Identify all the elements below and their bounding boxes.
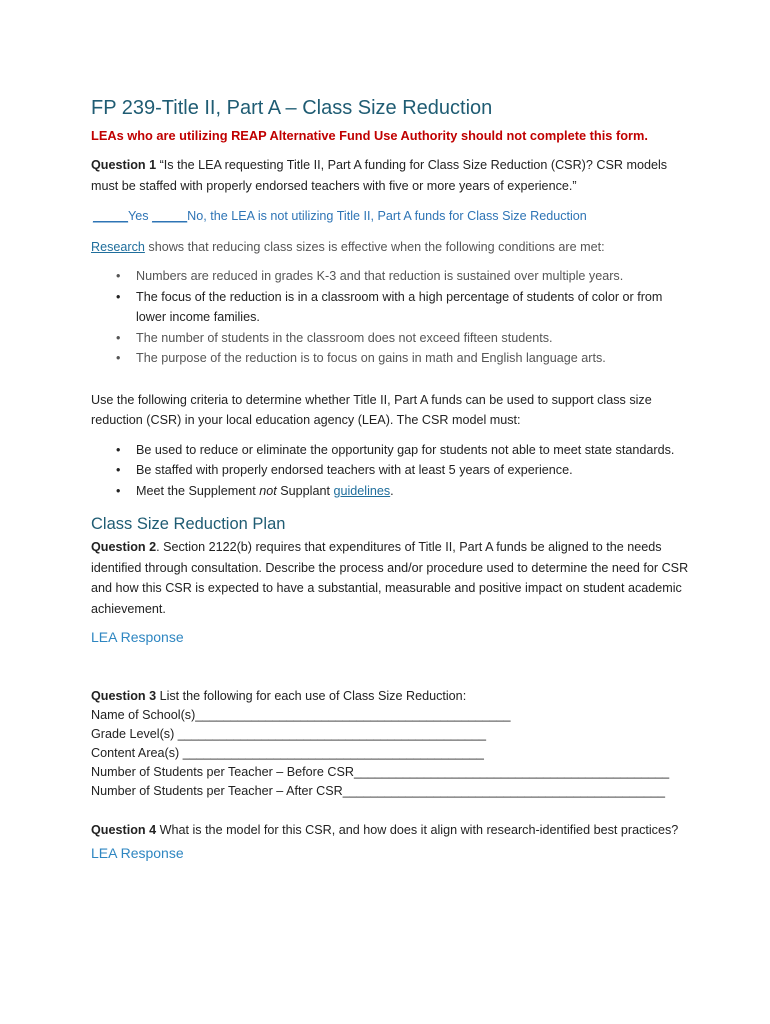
- question-1-answer: [91, 206, 691, 227]
- emphasis-not: not: [259, 483, 277, 498]
- guidelines-link[interactable]: guidelines: [333, 483, 391, 498]
- yes-option: Yes: [128, 209, 153, 223]
- criteria-item-text: .: [390, 483, 394, 498]
- criteria-item-text: Supplant: [276, 483, 334, 498]
- conditions-list: [91, 266, 691, 369]
- reap-warning: LEAs who are utilizing REAP Alternative Fund Use Authority should not complete this form.: [91, 128, 648, 143]
- question-3-text: List the following for each use of Class Size Reduction:: [156, 689, 467, 703]
- question-4-label: Question 4: [91, 823, 157, 837]
- criteria-item: [136, 481, 691, 502]
- page-title: FP 239-Title II, Part A – Class Size Reduction: [91, 97, 493, 119]
- condition-item: • The number of students in the classroom does not exceed fifteen students.: [136, 328, 691, 349]
- lea-response-field-1[interactable]: LEA Response: [91, 629, 184, 645]
- school-name-field[interactable]: Name of School(s)_____________________________________________: [91, 708, 511, 722]
- no-option: No, the LEA is not utilizing Title II, Part A funds for Class Size Reduction: [187, 209, 587, 223]
- criteria-list: [91, 440, 691, 502]
- students-before-field[interactable]: Number of Students per Teacher – Before CSR_____________________________________________: [91, 765, 670, 779]
- yes-blank[interactable]: _____: [93, 209, 129, 223]
- plan-heading: Class Size Reduction Plan: [91, 515, 286, 533]
- question-1: [91, 155, 691, 196]
- question-3-label: Question 3: [91, 689, 157, 703]
- criteria-item: • Be used to reduce or eliminate the opportunity gap for students not able to meet state standards.: [136, 440, 691, 461]
- criteria-intro: Use the following criteria to determine whether Title II, Part A funds can be used to support class size reduction (CSR) in your local education agency (LEA). The CSR model must:: [91, 392, 652, 427]
- question-3: [91, 687, 691, 801]
- form-page: [91, 95, 691, 903]
- no-blank[interactable]: _____: [152, 209, 188, 223]
- students-after-field[interactable]: Number of Students per Teacher – After CSR______________________________________________: [91, 784, 665, 798]
- question-2-label: Question 2: [91, 540, 157, 554]
- research-statement: [91, 237, 691, 258]
- question-4: [91, 820, 691, 841]
- research-text: shows that reducing class sizes is effective when the following conditions are met:: [144, 239, 605, 254]
- question-3-prompt: [91, 687, 691, 706]
- criteria-item: • Be staffed with properly endorsed teachers with at least 5 years of experience.: [136, 460, 691, 481]
- grade-level-field[interactable]: Grade Level(s) ____________________________________________: [91, 727, 486, 741]
- question-2: [91, 537, 691, 619]
- criteria-item-text: Meet the Supplement: [136, 483, 260, 498]
- question-1-text: “Is the LEA requesting Title II, Part A funding for Class Size Reduction (CSR)? CSR models must be staffed with properly endorsed teachers with five or more years of experience.”: [91, 158, 668, 193]
- question-4-text: What is the model for this CSR, and how does it align with research-identified best practices?: [156, 823, 679, 837]
- condition-item: • The focus of the reduction is in a classroom with a high percentage of students of color or from lower income families.: [136, 287, 691, 328]
- lea-response-field-2[interactable]: LEA Response: [91, 844, 184, 861]
- condition-item: • Numbers are reduced in grades K-3 and that reduction is sustained over multiple years.: [136, 266, 691, 287]
- question-1-label: Question 1: [91, 158, 157, 172]
- question-2-text: . Section 2122(b) requires that expenditures of Title II, Part A funds be aligned to the needs identified through consultation. Describe the process and/or procedure used to determine the need for CSR and how this CSR is expected to have a substantial, measurable and positive impact on student academic achievement.: [91, 540, 689, 616]
- content-area-field[interactable]: Content Area(s) ___________________________________________: [91, 746, 484, 760]
- research-link[interactable]: Research: [91, 239, 145, 254]
- condition-item: • The purpose of the reduction is to focus on gains in math and English language arts.: [136, 348, 691, 369]
